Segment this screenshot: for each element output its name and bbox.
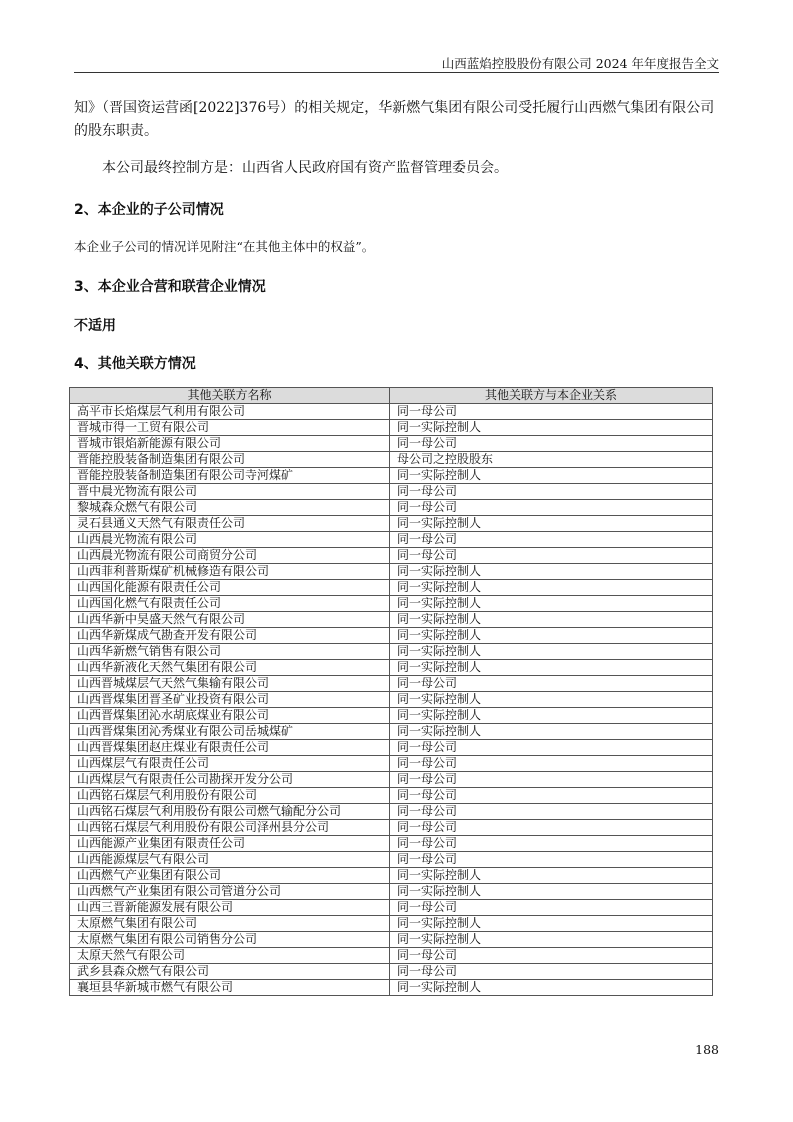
relationship-cell: 同一母公司 [390,404,713,420]
relationship-cell: 同一母公司 [390,548,713,564]
relationship-cell: 同一母公司 [390,500,713,516]
header-title: 山西蓝焰控股股份有限公司 2024 年年度报告全文 [441,56,719,71]
table-row [70,724,713,740]
relationship-cell: 同一实际控制人 [390,420,713,436]
table-row [70,692,713,708]
relationship-cell: 同一实际控制人 [390,580,713,596]
relationship-cell: 同一母公司 [390,676,713,692]
relationship-cell: 同一母公司 [390,852,713,868]
table-row [70,756,713,772]
relationship-cell: 同一实际控制人 [390,468,713,484]
relationship-cell: 同一实际控制人 [390,516,713,532]
table-row [70,660,713,676]
table-row [70,852,713,868]
related-party-name-cell: 晋城市银焰新能源有限公司 [70,436,390,452]
relationship-cell: 同一母公司 [390,788,713,804]
table-row [70,484,713,500]
related-party-name-cell: 山西煤层气有限责任公司勘探开发分公司 [70,772,390,788]
table-row [70,644,713,660]
related-party-name-cell: 山西晋煤集团赵庄煤业有限责任公司 [70,740,390,756]
related-party-name-cell: 山西燃气产业集团有限公司 [70,868,390,884]
relationship-cell: 同一母公司 [390,964,713,980]
relationship-cell: 同一实际控制人 [390,916,713,932]
table-row [70,580,713,596]
table-row [70,420,713,436]
related-party-name-cell: 灵石县通义天然气有限责任公司 [70,516,390,532]
relationship-cell: 同一实际控制人 [390,660,713,676]
relationship-cell: 同一母公司 [390,948,713,964]
relationship-cell: 同一实际控制人 [390,692,713,708]
section-heading-subsidiaries: 2、本企业的子公司情况 [74,202,224,218]
table-row [70,500,713,516]
related-party-name-cell: 太原燃气集团有限公司 [70,916,390,932]
related-party-name-cell: 高平市长焰煤层气利用有限公司 [70,404,390,420]
table-row [70,548,713,564]
table-row [70,820,713,836]
related-party-name-cell: 山西华新中昊盛天然气有限公司 [70,612,390,628]
related-party-name-cell: 太原天然气有限公司 [70,948,390,964]
column-header-relationship: 其他关联方与本企业关系 [390,388,713,404]
table-row [70,804,713,820]
table-row [70,900,713,916]
table-row [70,564,713,580]
relationship-cell: 同一实际控制人 [390,628,713,644]
relationship-cell: 同一实际控制人 [390,932,713,948]
table-row [70,788,713,804]
table-row [70,772,713,788]
section-heading-joint-ventures: 3、本企业合营和联营企业情况 [74,279,266,295]
related-party-name-cell: 晋能控股装备制造集团有限公司 [70,452,390,468]
column-header-name: 其他关联方名称 [70,388,390,404]
table-row [70,532,713,548]
related-party-name-cell: 山西晋煤集团沁秀煤业有限公司岳城煤矿 [70,724,390,740]
table-row [70,948,713,964]
relationship-cell: 同一母公司 [390,532,713,548]
paragraph-shareholder-duty: 知》（晋国资运营函[2022]376号）的相关规定，华新燃气集团有限公司受托履行山西燃气集团有限公司的股东职责。 [74,100,715,139]
table-header-row [70,388,713,404]
section-heading-other-related-parties: 4、其他关联方情况 [74,356,196,372]
related-party-name-cell: 山西铭石煤层气利用股份有限公司泽州县分公司 [70,820,390,836]
table-row [70,868,713,884]
section-text-subsidiaries: 本企业子公司的情况详见附注“在其他主体中的权益”。 [74,239,375,254]
relationship-cell: 同一母公司 [390,836,713,852]
table-row [70,596,713,612]
table-row [70,964,713,980]
relationship-cell: 同一母公司 [390,436,713,452]
table-row [70,436,713,452]
related-party-name-cell: 山西华新液化天然气集团有限公司 [70,660,390,676]
table-row [70,836,713,852]
table-row [70,612,713,628]
related-party-name-cell: 山西铭石煤层气利用股份有限公司燃气输配分公司 [70,804,390,820]
related-party-name-cell: 黎城森众燃气有限公司 [70,500,390,516]
table-row [70,740,713,756]
related-party-name-cell: 山西三晋新能源发展有限公司 [70,900,390,916]
related-parties-table [69,387,713,996]
table-row [70,404,713,420]
related-party-name-cell: 山西国化燃气有限责任公司 [70,596,390,612]
relationship-cell: 同一实际控制人 [390,724,713,740]
table-row [70,516,713,532]
relationship-cell: 同一母公司 [390,756,713,772]
related-party-name-cell: 山西晨光物流有限公司 [70,532,390,548]
page-number: 188 [695,1042,719,1057]
relationship-cell: 同一实际控制人 [390,644,713,660]
relationship-cell: 母公司之控股股东 [390,452,713,468]
related-party-name-cell: 晋能控股装备制造集团有限公司寺河煤矿 [70,468,390,484]
table-row [70,628,713,644]
table-row [70,468,713,484]
related-party-name-cell: 山西华新燃气销售有限公司 [70,644,390,660]
relationship-cell: 同一实际控制人 [390,980,713,996]
relationship-cell: 同一母公司 [390,772,713,788]
related-party-name-cell: 山西晋煤集团晋圣矿业投资有限公司 [70,692,390,708]
table-row [70,676,713,692]
relationship-cell: 同一实际控制人 [390,868,713,884]
related-party-name-cell: 山西晋城煤层气天然气集输有限公司 [70,676,390,692]
table-row [70,980,713,996]
page-header [74,50,719,73]
related-party-name-cell: 山西能源产业集团有限责任公司 [70,836,390,852]
relationship-cell: 同一实际控制人 [390,596,713,612]
related-party-name-cell: 太原燃气集团有限公司销售分公司 [70,932,390,948]
table-row [70,708,713,724]
relationship-cell: 同一实际控制人 [390,708,713,724]
table-row [70,884,713,900]
relationship-cell: 同一实际控制人 [390,884,713,900]
relationship-cell: 同一母公司 [390,820,713,836]
related-party-name-cell: 山西国化能源有限责任公司 [70,580,390,596]
table-row [70,932,713,948]
related-party-name-cell: 晋中晨光物流有限公司 [70,484,390,500]
related-party-name-cell: 山西铭石煤层气利用股份有限公司 [70,788,390,804]
related-party-name-cell: 山西晋煤集团沁水胡底煤业有限公司 [70,708,390,724]
relationship-cell: 同一母公司 [390,900,713,916]
related-party-name-cell: 山西燃气产业集团有限公司管道分公司 [70,884,390,900]
table-body [70,404,713,996]
related-party-name-cell: 山西煤层气有限责任公司 [70,756,390,772]
related-party-name-cell: 山西菲利普斯煤矿机械修造有限公司 [70,564,390,580]
table-row [70,452,713,468]
related-party-name-cell: 山西能源煤层气有限公司 [70,852,390,868]
related-party-name-cell: 山西晨光物流有限公司商贸分公司 [70,548,390,564]
section-text-not-applicable: 不适用 [74,318,116,334]
related-party-name-cell: 山西华新煤成气勘查开发有限公司 [70,628,390,644]
relationship-cell: 同一实际控制人 [390,612,713,628]
relationship-cell: 同一母公司 [390,804,713,820]
related-party-name-cell: 晋城市得一工贸有限公司 [70,420,390,436]
relationship-cell: 同一母公司 [390,740,713,756]
related-party-name-cell: 襄垣县华新城市燃气有限公司 [70,980,390,996]
relationship-cell: 同一实际控制人 [390,564,713,580]
table-row [70,916,713,932]
related-party-name-cell: 武乡县森众燃气有限公司 [70,964,390,980]
paragraph-ultimate-controller: 本公司最终控制方是：山西省人民政府国有资产监督管理委员会。 [102,160,508,176]
relationship-cell: 同一母公司 [390,484,713,500]
